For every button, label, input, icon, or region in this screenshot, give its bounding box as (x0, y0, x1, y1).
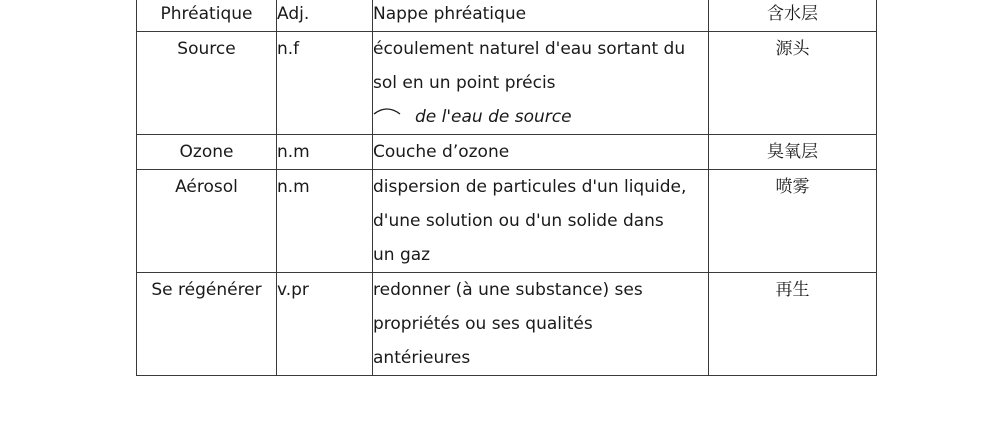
definition-cell (373, 32, 709, 135)
term-cell: Se régénérer (137, 273, 277, 376)
part-of-speech-cell: v.pr (277, 273, 373, 376)
definition-line: redonner (à une substance) ses (373, 280, 643, 300)
table-row (137, 273, 877, 376)
definition-line: Nappe phréatique (373, 4, 527, 24)
example-text: de l'eau de source (415, 107, 572, 127)
tilde-swung-dash-icon (373, 106, 401, 116)
chinese-translation-cell: 臭氧层 (709, 135, 877, 170)
definition-line: dispersion de particules d'un liquide, (373, 177, 687, 197)
table-row (137, 135, 877, 170)
definition-cell (373, 135, 709, 170)
term-cell: Source (137, 32, 277, 135)
definition-line: écoulement naturel d'eau sortant du (373, 39, 686, 59)
chinese-translation-cell: 再生 (709, 273, 877, 376)
definition-line: Couche d’ozone (373, 142, 510, 162)
definition-cell (373, 273, 709, 376)
part-of-speech-cell: n.m (277, 170, 373, 273)
example-line (373, 100, 708, 134)
definition-line: sol en un point précis (373, 73, 556, 93)
table-row (137, 32, 877, 135)
part-of-speech-cell: Adj. (277, 0, 373, 32)
definition-line: antérieures (373, 348, 471, 368)
part-of-speech-cell: n.f (277, 32, 373, 135)
vocabulary-table (136, 0, 877, 376)
definition-line: propriétés ou ses qualités (373, 314, 593, 334)
definition-line: un gaz (373, 245, 431, 265)
definition-cell (373, 0, 709, 32)
chinese-translation-cell: 含水层 (709, 0, 877, 32)
term-cell: Phréatique (137, 0, 277, 32)
chinese-translation-cell: 源头 (709, 32, 877, 135)
chinese-translation-cell: 喷雾 (709, 170, 877, 273)
term-cell: Aérosol (137, 170, 277, 273)
part-of-speech-cell: n.m (277, 135, 373, 170)
table-row (137, 0, 877, 32)
definition-cell (373, 170, 709, 273)
table-row (137, 170, 877, 273)
term-cell: Ozone (137, 135, 277, 170)
definition-line: d'une solution ou d'un solide dans (373, 211, 664, 231)
